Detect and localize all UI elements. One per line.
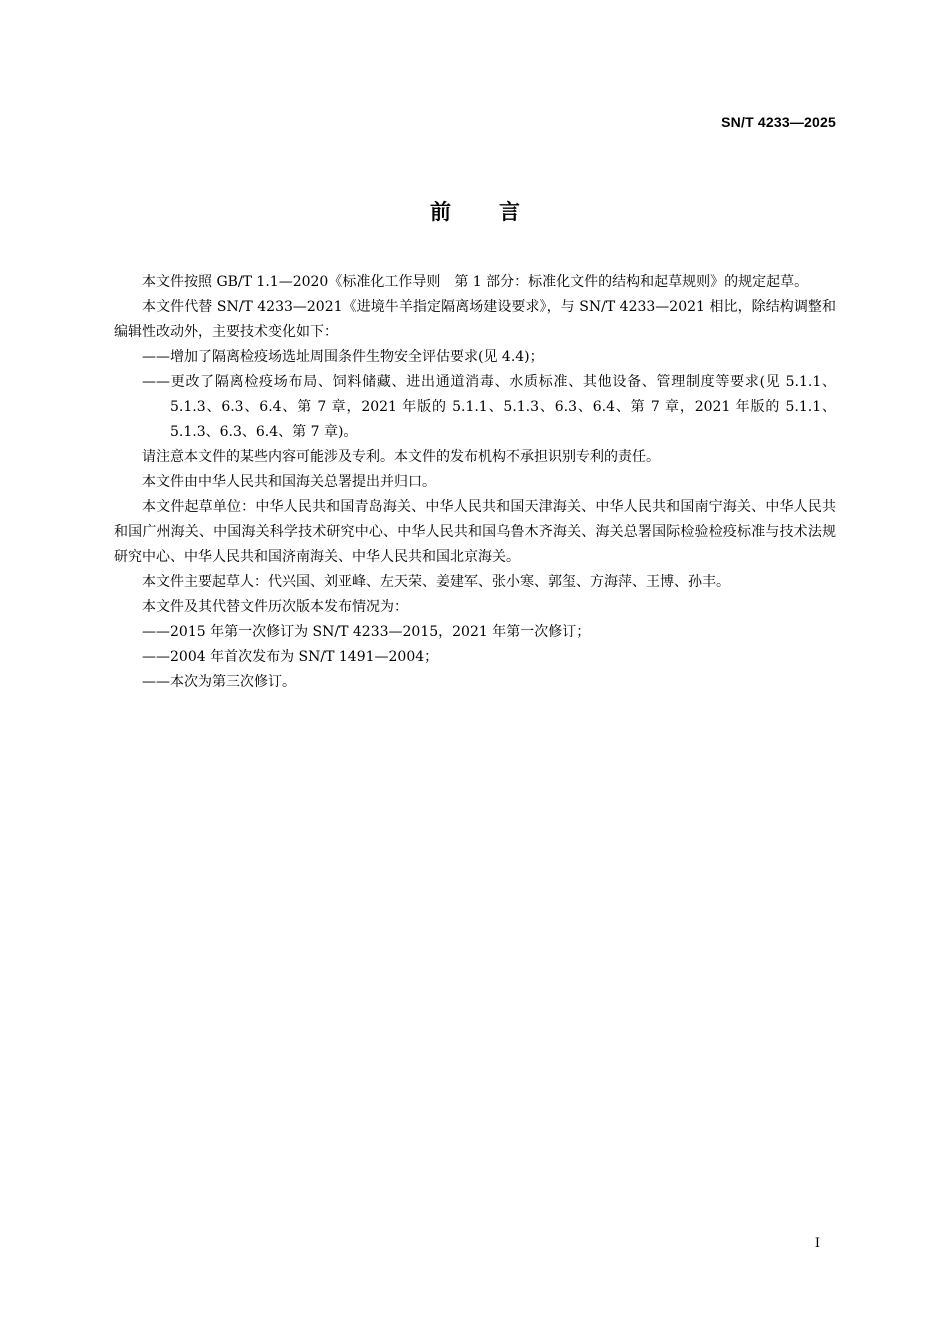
page-title: 前言 [430, 200, 568, 224]
change-item: ——增加了隔离检疫场选址周围条件生物安全评估要求(见 4.4)； [142, 349, 544, 365]
paragraph-drafting-units: 本文件起草单位：中华人民共和国青岛海关、中华人民共和国天津海关、中华人民共和国南宁海关、中华人民共和国广州海关、中国海关科学技术研究中心、中华人民共和国乌鲁木齐海关、海关总署国际检验检疫标准与技术法规研究中心、中华人民共和国济南海关、中华人民共和国北京海关。 [114, 499, 836, 565]
history-item: ——2015 年第一次修订为 SN/T 4233—2015，2021 年第一次修订； [142, 624, 591, 640]
page-number: I [814, 1236, 820, 1251]
paragraph-proposer: 本文件由中华人民共和国海关总署提出并归口。 [142, 474, 436, 490]
paragraph-patent-notice: 请注意本文件的某些内容可能涉及专利。本文件的发布机构不承担识别专利的责任。 [142, 449, 660, 465]
history-item: ——本次为第三次修订。 [142, 674, 296, 690]
foreword-content [114, 270, 836, 695]
paragraph-drafters: 本文件主要起草人：代兴国、刘亚峰、左天荣、姜建军、张小寒、郭玺、方海萍、王博、孙丰。 [142, 574, 730, 590]
history-item: ——2004 年首次发布为 SN/T 1491—2004； [142, 649, 439, 665]
standard-number: SN/T 4233—2025 [721, 114, 836, 130]
paragraph-history-intro: 本文件及其代替文件历次版本发布情况为： [142, 599, 408, 615]
paragraph-drafting-rules: 本文件按照 GB/T 1.1—2020《标准化工作导则 第 1 部分：标准化文件的结构和起草规则》的规定起草。 [142, 274, 809, 290]
change-item: ——更改了隔离检疫场布局、饲料储藏、进出通道消毒、水质标准、其他设备、管理制度等要求(见 5.1.1、5.1.3、6.3、6.4、第 7 章，2021 年版的 5.1.1、5.1.3、6.3、6.4、第 7 章，2021 年版的 5.1.1、5.1.3、6.3、6.4、第 7 章)。 [142, 374, 836, 440]
paragraph-replacement: 本文件代替 SN/T 4233—2021《进境牛羊指定隔离场建设要求》，与 SN/T 4233—2021 相比，除结构调整和编辑性改动外，主要技术变化如下： [114, 299, 836, 340]
